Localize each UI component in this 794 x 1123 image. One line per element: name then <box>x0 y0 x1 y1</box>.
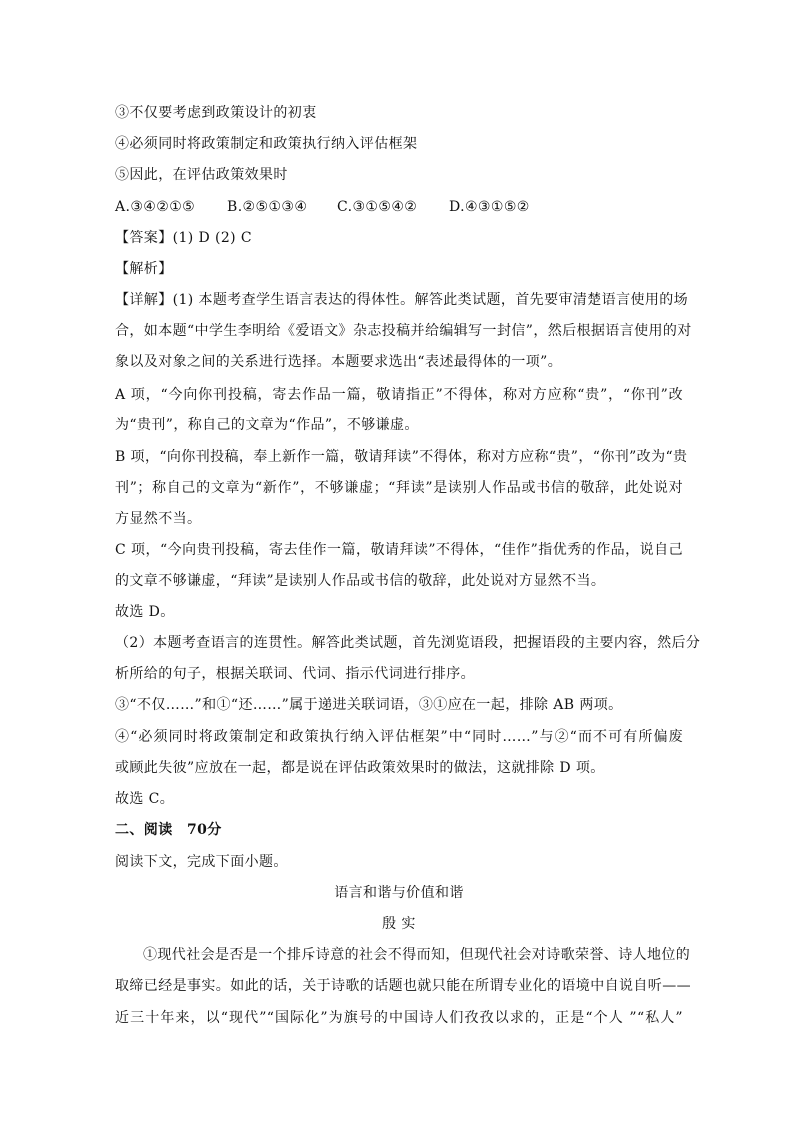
analysis-heading: 【解析】 <box>115 261 173 277</box>
q2-line-4: ④“必须同时将政策制定和政策执行纳入评估框架”中“同时……”与②“而不可有所偏废 <box>115 729 683 745</box>
choose-c: 故选 C。 <box>115 791 175 807</box>
detail-line-2: 合，如本题“中学生李明给《爱语文》杂志投稿并给编辑写一封信”，然后根据语言使用的对 <box>115 323 692 339</box>
article-author: 殷 实 <box>382 916 416 932</box>
choose-d: 故选 D。 <box>115 604 175 620</box>
paragraph-1-line-3: 近三十年来，以“现代”“国际化”为旗号的中国诗人们孜孜以求的，正是“个人 ”“私人” <box>115 1010 683 1026</box>
article-title: 语言和谐与价值和谐 <box>334 885 464 901</box>
reading-instruction: 阅读下文，完成下面小题。 <box>115 854 288 870</box>
option-c-analysis-1: C 项，“今向贵刊投稿，寄去佳作一篇，敬请拜读”不得体，“佳作”指优秀的作品，说自己 <box>115 542 683 558</box>
sentence-5: ⑤因此，在评估政策效果时 <box>115 167 288 183</box>
option-a-analysis-2: 为“贵刊”，称自己的文章为“作品”，不够谦虚。 <box>115 417 419 433</box>
q2-line-1: （2）本题考查语言的连贯性。解答此类试题，首先浏览语段，把握语段的主要内容，然后分 <box>115 635 701 651</box>
option-c-analysis-2: 的文章不够谦虚，“拜读”是读别人作品或书信的敬辞，此处说对方显然不当。 <box>115 573 606 589</box>
option-a: A.③④②①⑤ <box>115 199 196 215</box>
option-a-analysis-1: A 项，“今向你刊投稿，寄去作品一篇，敬请指正”不得体，称对方应称“贵”，“你刊”改 <box>115 387 683 403</box>
q2-line-3: ③“不仅……”和①“还……”属于递进关联词语，③①应在一起，排除 AB 两项。 <box>115 697 623 713</box>
detail-line-1: 【详解】(1) 本题考查学生语言表达的得体性。解答此类试题，首先要审清楚语言使用的场 <box>115 292 689 308</box>
answer-line: 【答案】(1) D (2) C <box>115 230 252 246</box>
q2-line-5: 或顾此失彼”应放在一起，都是说在评估政策效果时的做法，这就排除 D 项。 <box>115 760 605 776</box>
sentence-4: ④必须同时将政策制定和政策执行纳入评估框架 <box>115 136 418 152</box>
sentence-3: ③不仅要考虑到政策设计的初衷 <box>115 105 317 121</box>
option-b-analysis-1: B 项，“向你刊投稿，奉上新作一篇，敬请拜读”不得体，称对方应称“贵”，“你刊”改为“贵 <box>115 449 688 465</box>
option-b: B.②⑤①③④ <box>227 199 308 215</box>
option-c: C.③①⑤④② <box>337 199 418 215</box>
paragraph-1-line-2: 取缔已经是事实。如此的话，关于诗歌的话题也就只能在所谓专业化的语境中自说自听—— <box>115 978 691 994</box>
section-heading: 二、阅读 70分 <box>115 822 222 838</box>
detail-line-3: 象以及对象之间的关系进行选择。本题要求选出“表述最得体的一项”。 <box>115 354 563 370</box>
option-d: D.④③①⑤② <box>449 199 530 215</box>
q2-line-2: 析所给的句子，根据关联词、代词、指示代词进行排序。 <box>115 666 475 682</box>
option-b-analysis-3: 方显然不当。 <box>115 511 202 527</box>
options-row <box>115 198 530 216</box>
paragraph-1-line-1: ①现代社会是否是一个排斥诗意的社会不得而知，但现代社会对诗歌荣誉、诗人地位的 <box>143 947 691 963</box>
option-b-analysis-2: 刊”；称自己的文章为“新作”，不够谦虚；“拜读”是读别人作品或书信的敬辞，此处说对 <box>115 480 683 496</box>
